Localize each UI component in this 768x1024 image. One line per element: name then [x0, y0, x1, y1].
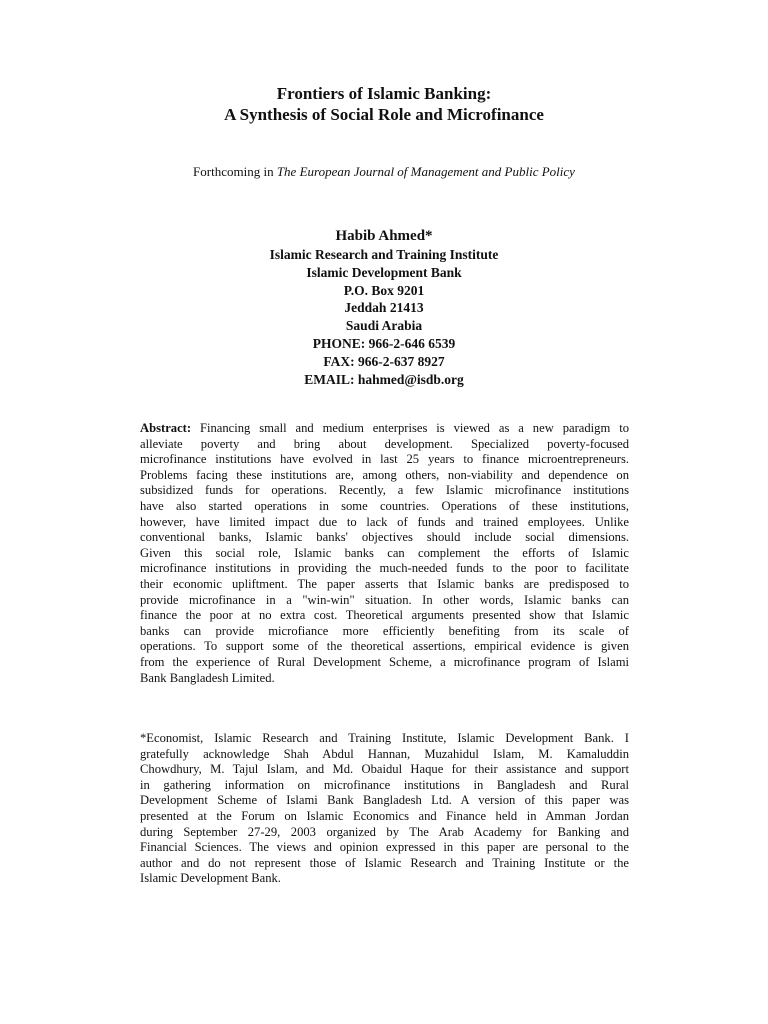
abstract-label: Abstract: — [140, 421, 192, 435]
footnote-line: Chowdhury, M. Tajul Islam, and Md. Obaidul Haque for their assistance and support — [140, 762, 629, 777]
abstract-line: Given this social role, Islamic banks can complement the efforts of Islamic — [140, 545, 629, 560]
footnote-line: gratefully acknowledge Shah Abdul Hannan, Muzahidul Islam, M. Kamaluddin — [140, 746, 629, 761]
publication-note — [0, 163, 768, 181]
affiliation-fax: FAX: 966-2-637 8927 — [323, 353, 445, 369]
abstract-line: however, have limited impact due to lack of funds and trained employees. Unlike — [140, 514, 629, 529]
journal-name: The European Journal of Management and Public Policy — [276, 164, 575, 179]
abstract-line: have also started operations in some countries. Operations of these institutions, — [140, 498, 629, 513]
abstract-line: microfinance institutions in providing the much-needed funds to the poor to facilitate — [140, 561, 629, 576]
abstract-line: from the experience of Rural Development Scheme, a microfinance program of Islami — [140, 654, 629, 669]
abstract-line: operations. To support some of the theoretical assertions, empirical evidence is given — [140, 639, 629, 654]
abstract-line: conventional banks, Islamic banks' objectives should include social dimensions. — [140, 530, 629, 545]
footnote-line: author and do not represent those of Islamic Research and Training Institute or the — [140, 855, 629, 870]
abstract-line: banks can provide microfiance more efficiently benefiting from its scale of — [140, 623, 629, 638]
footnote-line: Islamic Development Bank. — [140, 871, 281, 886]
author-block — [0, 226, 768, 388]
footnote-line: in gathering information on microfinance institutions in Bangladesh and Rural — [140, 777, 629, 792]
abstract — [140, 421, 629, 686]
abstract-line: Problems facing these institutions are, among others, non-viability and dependence on — [140, 467, 629, 482]
footnote-line: during September 27-29, 2003 organized by The Arab Academy for Banking and — [140, 824, 629, 839]
author-footnote — [140, 731, 629, 887]
affiliation-phone: PHONE: 966-2-646 6539 — [312, 335, 456, 351]
footnote-line: presented at the Forum on Islamic Economics and Finance held in Amman Jordan — [140, 808, 629, 823]
footnote-line: *Economist, Islamic Research and Training Institute, Islamic Development Bank. I — [140, 731, 629, 745]
affiliation-city: Jeddah 21413 — [344, 300, 424, 316]
affiliation-bank: Islamic Development Bank — [306, 264, 462, 280]
affiliation-institute: Islamic Research and Training Institute — [269, 247, 499, 262]
footnote-line: Development Scheme of Islami Bank Bangladesh Ltd. A version of this paper was — [140, 793, 629, 808]
abstract-line: Bank Bangladesh Limited. — [140, 670, 275, 685]
affiliation-country: Saudi Arabia — [345, 318, 423, 334]
abstract-line: provide microfinance in a "win-win" situation. In other words, Islamic banks can — [140, 592, 629, 607]
footnote-line: Financial Sciences. The views and opinion expressed in this paper are personal to the — [140, 840, 629, 855]
affiliation-po-box: P.O. Box 9201 — [343, 282, 425, 298]
title-line-2: A Synthesis of Social Role and Microfinance — [224, 105, 544, 124]
abstract-line: alleviate poverty and bring about development. Specialized poverty-focused — [140, 436, 629, 451]
abstract-line: microfinance institutions have evolved in last 25 years to finance microentrepreneurs. — [140, 452, 629, 467]
abstract-line — [140, 421, 629, 437]
affiliation-email: EMAIL: hahmed@isdb.org — [304, 371, 464, 387]
abstract-line: subsidized funds for operations. Recently, a few Islamic microfinance institutions — [140, 483, 629, 498]
author-name: Habib Ahmed* — [335, 228, 433, 244]
title-line-1: Frontiers of Islamic Banking: — [276, 84, 492, 103]
abstract-line: finance the poor at no extra cost. Theoretical arguments presented show that Islamic — [140, 608, 629, 623]
abstract-line-text: Financing small and medium enterprises is viewed as a new paradigm to — [191, 421, 629, 435]
publication-note-prefix: Forthcoming in — [193, 164, 277, 179]
abstract-line: their economic upliftment. The paper asserts that Islamic banks are predisposed to — [140, 576, 629, 591]
